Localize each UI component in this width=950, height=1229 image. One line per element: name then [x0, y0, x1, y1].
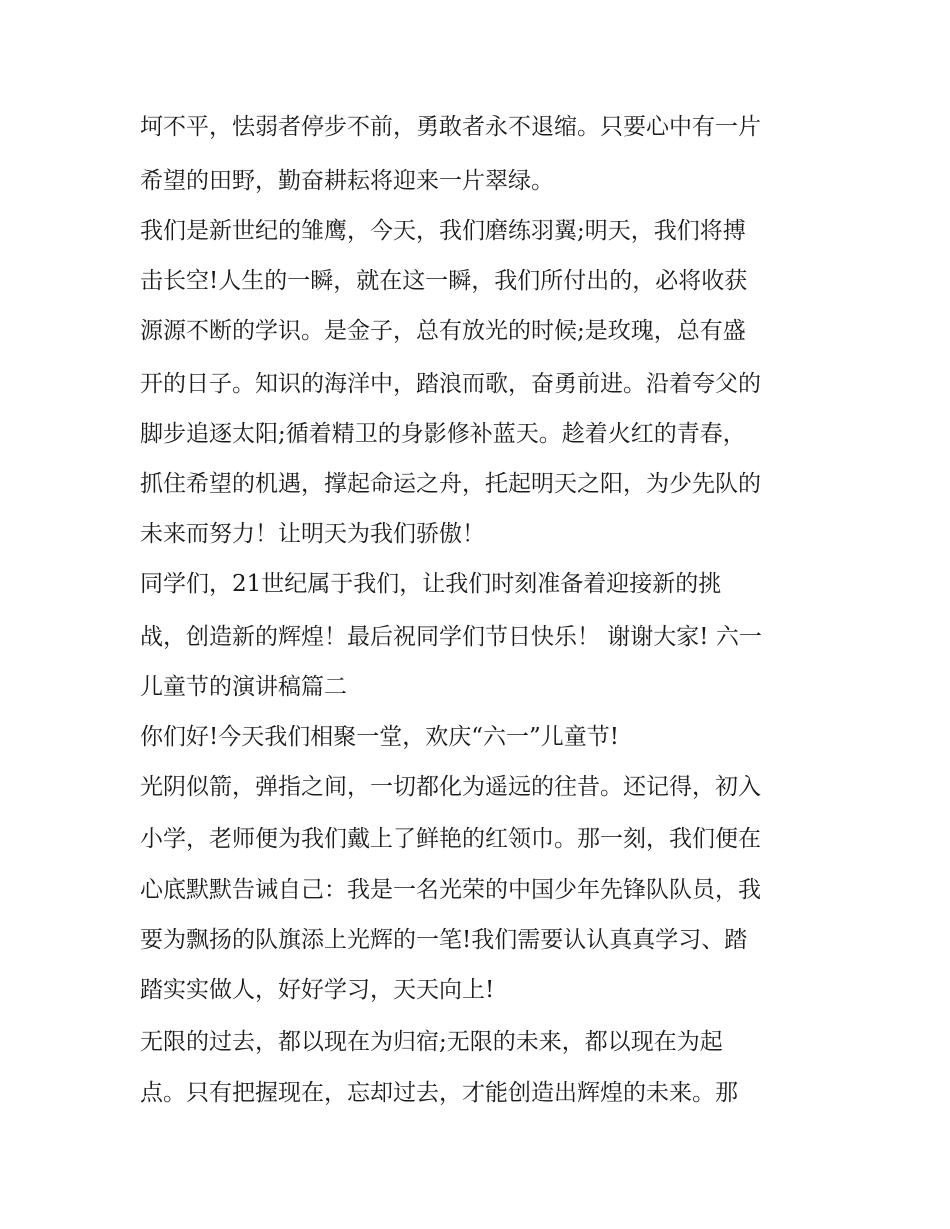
- text-line: 点。只有把握现在，忘却过去，才能创造出辉煌的未来。那: [140, 1080, 738, 1106]
- text-line: 你们好!今天我们相聚一堂，欢庆“六一”儿童节!: [140, 724, 620, 750]
- text-line: 儿童节的演讲稿篇二: [140, 674, 347, 700]
- text-line: 无限的过去，都以现在为归宿;无限的未来，都以现在为起: [140, 1029, 723, 1055]
- text-line: 心底默默告诫自己：我是一名光荣的中国少年先锋队队员，我: [140, 877, 761, 903]
- text-line: 同学们，21世纪属于我们，让我们时刻准备着迎接新的挑: [140, 571, 722, 597]
- text-line: 小学，老师便为我们戴上了鲜艳的红领巾。那一刻，我们便在: [140, 826, 761, 852]
- text-line: 未来而努力！让明天为我们骄傲！: [140, 521, 485, 547]
- text-line: 要为飘扬的队旗添上光辉的一笔!我们需要认认真真学习、踏: [140, 927, 748, 953]
- text-line: 希望的田野，勤奋耕耘将迎来一片翠绿。: [140, 168, 554, 194]
- text-line: 击长空!人生的一瞬，就在这一瞬，我们所付出的，必将收获: [140, 268, 748, 294]
- text-line: 坷不平，怯弱者停步不前，勇敢者永不退缩。只要心中有一片: [140, 114, 761, 140]
- text-line: 踏实实做人，好好学习，天天向上!: [140, 977, 495, 1003]
- text-line: 我们是新世纪的雏鹰，今天，我们磨练羽翼;明天，我们将搏: [140, 218, 746, 244]
- text-line: 脚步追逐太阳;循着精卫的身影修补蓝天。趁着火红的青春，: [140, 421, 746, 447]
- text-line: 战，创造新的辉煌！最后祝同学们节日快乐！ 谢谢大家! 六一: [140, 624, 762, 650]
- text-line: 开的日子。知识的海洋中，踏浪而歌，奋勇前进。沿着夸父的: [140, 371, 761, 397]
- text-line: 源源不断的学识。是金子，总有放光的时候;是玫瑰，总有盛: [140, 318, 746, 344]
- text-line: 光阴似箭，弹指之间，一切都化为遥远的往昔。还记得，初入: [140, 774, 761, 800]
- text-line: 抓住希望的机遇，撑起命运之舟，托起明天之阳，为少先队的: [140, 471, 761, 497]
